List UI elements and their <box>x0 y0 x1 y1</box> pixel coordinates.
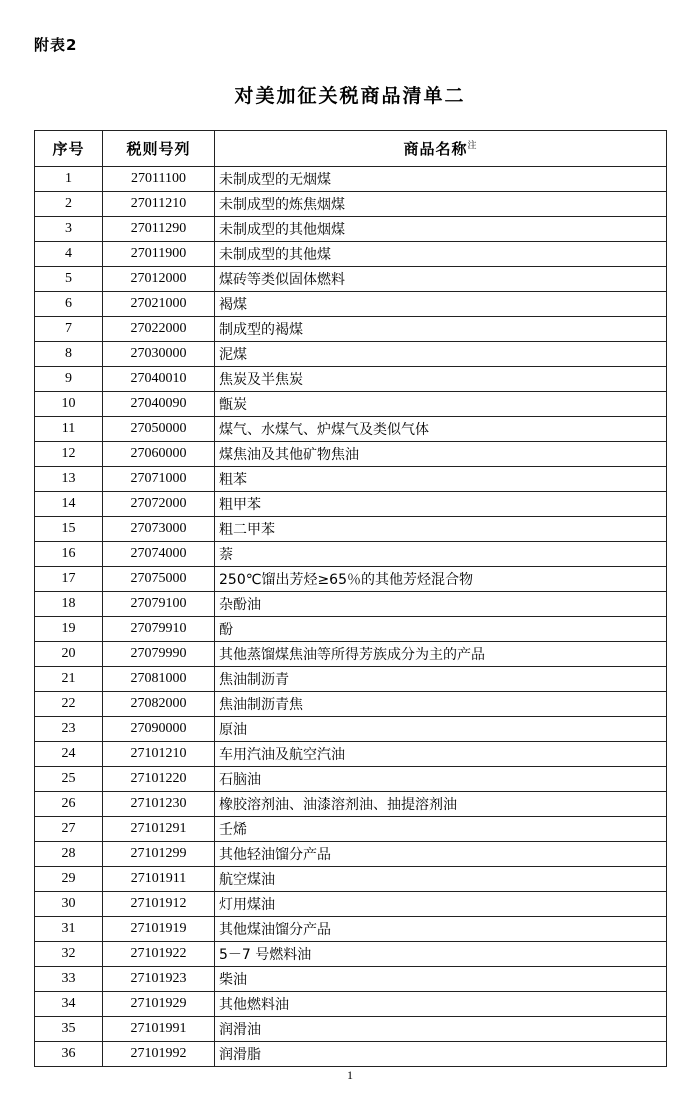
table-row <box>35 642 667 667</box>
cell-tariff-code: 27101923 <box>103 967 215 992</box>
table-row <box>35 442 667 467</box>
table-row <box>35 217 667 242</box>
cell-tariff-code: 27079100 <box>103 592 215 617</box>
cell-tariff-code: 27101911 <box>103 867 215 892</box>
cell-no: 36 <box>35 1042 103 1067</box>
cell-tariff-code: 27011100 <box>103 167 215 192</box>
page-number: 1 <box>347 1068 353 1082</box>
cell-no: 4 <box>35 242 103 267</box>
cell-tariff-code: 27011210 <box>103 192 215 217</box>
page-title: 对美加征关税商品清单二 <box>234 85 466 107</box>
cell-no: 7 <box>35 317 103 342</box>
cell-no: 14 <box>35 492 103 517</box>
cell-tariff-code: 27101210 <box>103 742 215 767</box>
cell-no: 29 <box>35 867 103 892</box>
cell-goods-name: 煤气、水煤气、炉煤气及类似气体 <box>215 417 667 442</box>
cell-tariff-code: 27101992 <box>103 1042 215 1067</box>
cell-tariff-code: 27011290 <box>103 217 215 242</box>
cell-tariff-code: 27073000 <box>103 517 215 542</box>
cell-no: 20 <box>35 642 103 667</box>
table-row <box>35 292 667 317</box>
cell-no: 10 <box>35 392 103 417</box>
table-row <box>35 167 667 192</box>
goods-table <box>34 130 667 1067</box>
cell-tariff-code: 27079990 <box>103 642 215 667</box>
cell-goods-name: 焦油制沥青焦 <box>215 692 667 717</box>
cell-goods-name: 焦油制沥青 <box>215 667 667 692</box>
cell-tariff-code: 27021000 <box>103 292 215 317</box>
table-row <box>35 592 667 617</box>
column-header-name <box>215 131 667 167</box>
table-row <box>35 242 667 267</box>
cell-goods-name: 航空煤油 <box>215 867 667 892</box>
cell-no: 13 <box>35 467 103 492</box>
table-row <box>35 542 667 567</box>
cell-goods-name: 粗二甲苯 <box>215 517 667 542</box>
table-row <box>35 767 667 792</box>
cell-no: 17 <box>35 567 103 592</box>
cell-tariff-code: 27074000 <box>103 542 215 567</box>
table-row <box>35 567 667 592</box>
cell-no: 26 <box>35 792 103 817</box>
cell-goods-name: 未制成型的炼焦烟煤 <box>215 192 667 217</box>
cell-tariff-code: 27101220 <box>103 767 215 792</box>
cell-no: 11 <box>35 417 103 442</box>
cell-tariff-code: 27090000 <box>103 717 215 742</box>
cell-no: 31 <box>35 917 103 942</box>
cell-tariff-code: 27022000 <box>103 317 215 342</box>
table-row <box>35 317 667 342</box>
cell-goods-name: 灯用煤油 <box>215 892 667 917</box>
table-row <box>35 467 667 492</box>
cell-tariff-code: 27081000 <box>103 667 215 692</box>
cell-tariff-code: 27060000 <box>103 442 215 467</box>
cell-tariff-code: 27101991 <box>103 1017 215 1042</box>
annex-label: 附表2 <box>34 36 78 54</box>
cell-goods-name: 泥煤 <box>215 342 667 367</box>
cell-no: 9 <box>35 367 103 392</box>
cell-tariff-code: 27101912 <box>103 892 215 917</box>
cell-goods-name: 橡胶溶剂油、油漆溶剂油、抽提溶剂油 <box>215 792 667 817</box>
cell-goods-name: 石脑油 <box>215 767 667 792</box>
cell-tariff-code: 27101299 <box>103 842 215 867</box>
table-row <box>35 817 667 842</box>
table-row <box>35 367 667 392</box>
cell-goods-name: 制成型的褐煤 <box>215 317 667 342</box>
cell-tariff-code: 27082000 <box>103 692 215 717</box>
table-row <box>35 417 667 442</box>
cell-no: 19 <box>35 617 103 642</box>
table-row <box>35 892 667 917</box>
cell-goods-name: 未制成型的其他烟煤 <box>215 217 667 242</box>
table-header-row <box>35 131 667 167</box>
cell-goods-name: 粗甲苯 <box>215 492 667 517</box>
column-header-no: 序号 <box>35 131 103 167</box>
cell-tariff-code: 27040090 <box>103 392 215 417</box>
cell-goods-name: 壬烯 <box>215 817 667 842</box>
table-row <box>35 517 667 542</box>
cell-no: 27 <box>35 817 103 842</box>
table-row <box>35 267 667 292</box>
cell-no: 2 <box>35 192 103 217</box>
cell-goods-name: 车用汽油及航空汽油 <box>215 742 667 767</box>
cell-no: 30 <box>35 892 103 917</box>
cell-tariff-code: 27012000 <box>103 267 215 292</box>
cell-goods-name: 未制成型的无烟煤 <box>215 167 667 192</box>
cell-tariff-code: 27101230 <box>103 792 215 817</box>
cell-tariff-code: 27101291 <box>103 817 215 842</box>
cell-no: 15 <box>35 517 103 542</box>
table-row <box>35 942 667 967</box>
table-row <box>35 1017 667 1042</box>
cell-no: 1 <box>35 167 103 192</box>
cell-no: 28 <box>35 842 103 867</box>
table-row <box>35 917 667 942</box>
cell-tariff-code: 27072000 <box>103 492 215 517</box>
cell-goods-name: 其他蒸馏煤焦油等所得芳族成分为主的产品 <box>215 642 667 667</box>
cell-no: 25 <box>35 767 103 792</box>
cell-no: 24 <box>35 742 103 767</box>
cell-no: 34 <box>35 992 103 1017</box>
table-row <box>35 692 667 717</box>
cell-no: 23 <box>35 717 103 742</box>
cell-no: 32 <box>35 942 103 967</box>
cell-tariff-code: 27030000 <box>103 342 215 367</box>
cell-goods-name: 酚 <box>215 617 667 642</box>
cell-no: 16 <box>35 542 103 567</box>
cell-tariff-code: 27101922 <box>103 942 215 967</box>
cell-no: 22 <box>35 692 103 717</box>
table-row <box>35 867 667 892</box>
table-row <box>35 392 667 417</box>
table-row <box>35 967 667 992</box>
cell-no: 18 <box>35 592 103 617</box>
cell-no: 35 <box>35 1017 103 1042</box>
cell-goods-name: 杂酚油 <box>215 592 667 617</box>
table-row <box>35 192 667 217</box>
cell-tariff-code: 27079910 <box>103 617 215 642</box>
cell-no: 5 <box>35 267 103 292</box>
table-row <box>35 992 667 1017</box>
cell-goods-name: 柴油 <box>215 967 667 992</box>
cell-goods-name: 其他轻油馏分产品 <box>215 842 667 867</box>
cell-goods-name: 粗苯 <box>215 467 667 492</box>
cell-goods-name: 未制成型的其他煤 <box>215 242 667 267</box>
cell-no: 6 <box>35 292 103 317</box>
cell-goods-name: 甑炭 <box>215 392 667 417</box>
cell-goods-name: 其他煤油馏分产品 <box>215 917 667 942</box>
cell-tariff-code: 27040010 <box>103 367 215 392</box>
table-row <box>35 792 667 817</box>
footnote-marker: 注 <box>467 141 478 151</box>
table-row <box>35 1042 667 1067</box>
cell-goods-name: 煤焦油及其他矿物焦油 <box>215 442 667 467</box>
table-row <box>35 492 667 517</box>
table-row <box>35 617 667 642</box>
cell-no: 8 <box>35 342 103 367</box>
cell-tariff-code: 27011900 <box>103 242 215 267</box>
table-row <box>35 717 667 742</box>
table-row <box>35 742 667 767</box>
cell-goods-name: 250℃馏出芳烃≥65％的其他芳烃混合物 <box>215 567 667 592</box>
cell-no: 33 <box>35 967 103 992</box>
cell-tariff-code: 27071000 <box>103 467 215 492</box>
cell-tariff-code: 27050000 <box>103 417 215 442</box>
table-row <box>35 842 667 867</box>
column-header-name-text: 商品名称 <box>403 140 468 158</box>
cell-tariff-code: 27101919 <box>103 917 215 942</box>
cell-goods-name: 萘 <box>215 542 667 567</box>
cell-no: 21 <box>35 667 103 692</box>
column-header-code: 税则号列 <box>103 131 215 167</box>
cell-goods-name: 润滑脂 <box>215 1042 667 1067</box>
cell-tariff-code: 27101929 <box>103 992 215 1017</box>
table-row <box>35 667 667 692</box>
cell-goods-name: 焦炭及半焦炭 <box>215 367 667 392</box>
cell-goods-name: 5－7 号燃料油 <box>215 942 667 967</box>
cell-no: 3 <box>35 217 103 242</box>
table-body <box>35 167 667 1067</box>
cell-goods-name: 褐煤 <box>215 292 667 317</box>
cell-no: 12 <box>35 442 103 467</box>
cell-goods-name: 润滑油 <box>215 1017 667 1042</box>
table-header <box>35 131 667 167</box>
cell-goods-name: 煤砖等类似固体燃料 <box>215 267 667 292</box>
cell-goods-name: 原油 <box>215 717 667 742</box>
cell-tariff-code: 27075000 <box>103 567 215 592</box>
table-row <box>35 342 667 367</box>
cell-goods-name: 其他燃料油 <box>215 992 667 1017</box>
